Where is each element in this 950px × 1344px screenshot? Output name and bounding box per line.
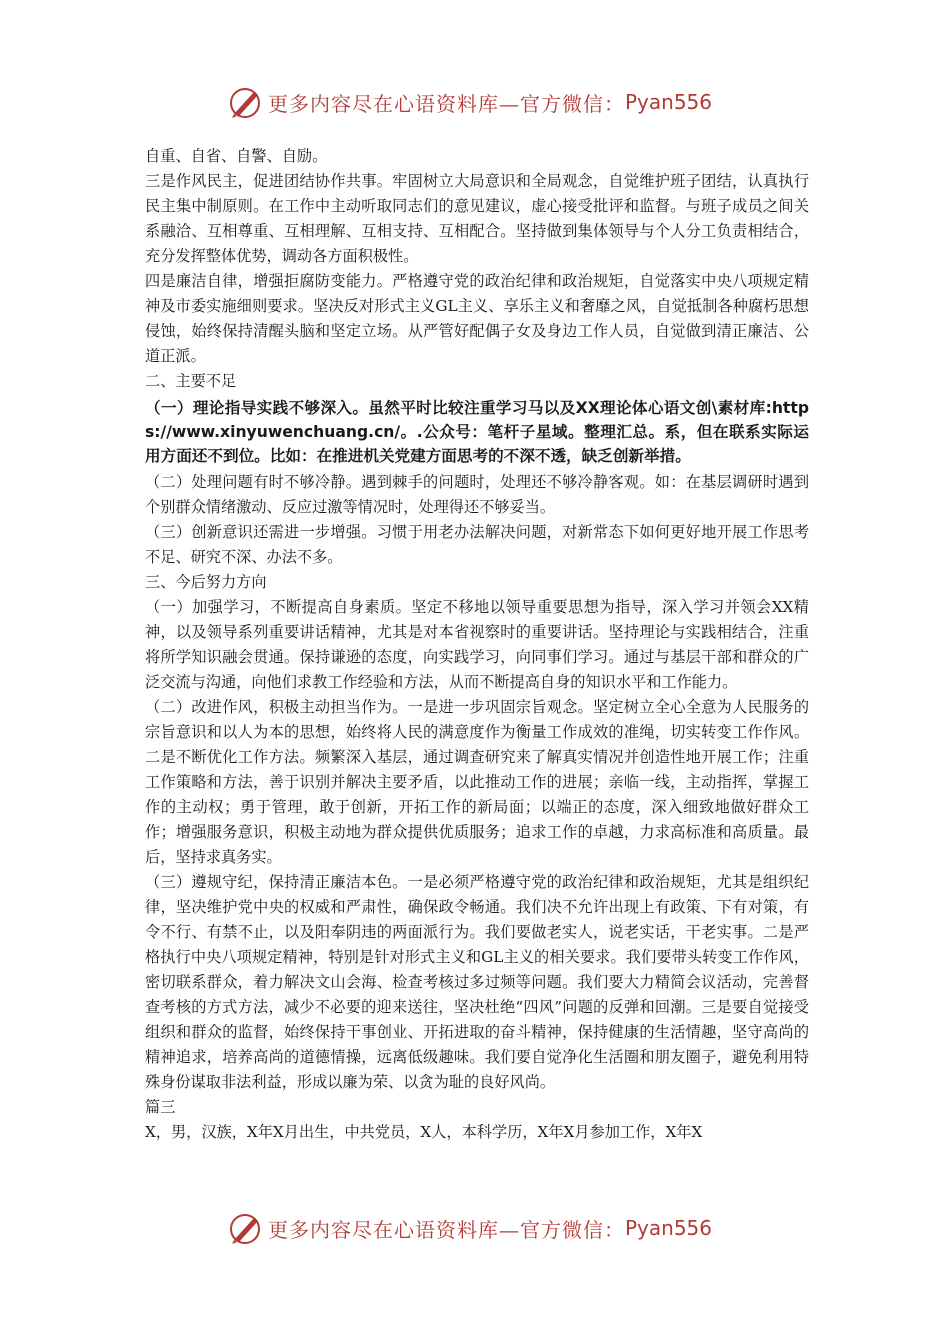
paragraph: 三是作风民主，促进团结协作共事。牢固树立大局意识和全局观念，自觉维护班子团结，认真执行民主集中制原则。在工作中主动听取同志们的意见建议，虚心接受批评和监督。与班子成员之间关系融洽、互相尊重、互相理解、互相支持、互相配合。坚持做到集体领导与个人分工负责相结合，充分发挥整体优势，调动各方面积极性。 bbox=[145, 172, 809, 265]
paragraph: （三）创新意识还需进一步增强。习惯于用老办法解决问题，对新常态下如何更好地开展工作思考不足、研究不深、办法不多。 bbox=[145, 523, 809, 566]
paragraph: 自重、自省、自警、自励。 bbox=[145, 147, 328, 165]
paragraph: X，男，汉族，X年X月出生，中共党员，X人，本科学历，X年X月参加工作，X年X bbox=[145, 1123, 703, 1141]
paragraph: 四是廉洁自律，增强拒腐防变能力。严格遵守党的政治纪律和政治规矩，自觉落实中央八项规定精神及市委实施细则要求。坚决反对形式主义GL主义、享乐主义和奢靡之风，自觉抵制各种腐朽思想侵蚀，始终保持清醒头脑和坚定立场。从严管好配偶子女及身边工作人员，自觉做到清正廉洁、公道正派。 bbox=[145, 272, 809, 365]
paragraph: （二）处理问题有时不够冷静。遇到棘手的问题时，处理还不够冷静客观。如：在基层调研时遇到个别群众情绪激动、反应过激等情况时，处理得还不够妥当。 bbox=[145, 473, 809, 516]
watermark-header bbox=[228, 82, 712, 122]
watermark-text: 更多内容尽在心语资料库—官方微信： bbox=[268, 1217, 625, 1242]
paragraph: （二）改进作风，积极主动担当作为。一是进一步巩固宗旨观念。坚定树立全心全意为人民服务的宗旨意识和以人为本的思想，始终将人民的满意度作为衡量工作成效的准绳，切实转变工作作风。二是不断优化工作方法。频繁深入基层，通过调查研究来了解真实情况并创造性地开展工作；注重工作策略和方法，善于识别并解决主要矛盾，以此推动工作的进展；亲临一线，主动指挥，掌握工作的主动权；勇于管理，敢于创新，开拓工作的新局面；以端正的态度，深入细致地做好群众工作；增强服务意识，积极主动地为群众提供优质服务；追求工作的卓越，力求高标准和高质量。最后，坚持求真务实。 bbox=[145, 698, 809, 866]
watermark-footer bbox=[228, 1208, 712, 1248]
paragraph: （三）遵规守纪，保持清正廉洁本色。一是必须严格遵守党的政治纪律和政治规矩，尤其是组织纪律，坚决维护党中央的权威和严肃性，确保政令畅通。我们决不允许出现上有政策、下有对策，有令不行、有禁不止，以及阳奉阴违的两面派行为。我们要做老实人，说老实话，干老实事。二是严格执行中央八项规定精神，特别是针对形式主义和GL主义的相关要求。我们要带头转变工作作风，密切联系群众，着力解决文山会海、检查考核过多过频等问题。我们要大力精简会议活动，完善督查考核的方式方法，减少不必要的迎来送往，坚决杜绝“四风”问题的反弹和回潮。三是要自觉接受组织和群众的监督，始终保持干事创业、开拓进取的奋斗精神，保持健康的生活情趣，坚守高尚的精神追求，培养高尚的道德情操，远离低级趣味。我们要自觉净化生活圈和朋友圈子，避免利用特殊身份谋取非法利益，形成以廉为荣、以贪为耻的良好风尚。 bbox=[145, 873, 809, 1091]
watermark-wechat-id: Pyan556 bbox=[625, 1216, 713, 1240]
watermark-text: 更多内容尽在心语资料库—官方微信： bbox=[268, 91, 625, 116]
paragraph: 三、今后努力方向 bbox=[145, 573, 267, 591]
watermark-wechat-id: Pyan556 bbox=[625, 90, 713, 114]
paragraph: （一）加强学习，不断提高自身素质。坚定不移地以领导重要思想为指导，深入学习并领会XX精神，以及领导系列重要讲话精神，尤其是对本省视察时的重要讲话。坚持理论与实践相结合，注重将所学知识融会贯通。保持谦逊的态度，向实践学习，向同事们学习。通过与基层干部和群众的广泛交流与沟通，向他们求教工作经验和方法，从而不断提高自身的知识水平和工作能力。 bbox=[145, 598, 809, 691]
paragraph: 二、主要不足 bbox=[145, 372, 237, 390]
paragraph: （一）理论指导实践不够深入。虽然平时比较注重学习马以及XX理论体心语文创\素材库:https://www.xinyuwenchuang.cn/。.公众号：笔杆子星域。整理汇总。系，但在联系实际运用方面还不到位。比如：在推进机关党建方面思考的不深不透，缺乏创新举措。 bbox=[145, 399, 809, 465]
pen-logo-icon bbox=[228, 84, 264, 120]
document-body bbox=[145, 144, 809, 1145]
paragraph: 篇三 bbox=[145, 1098, 176, 1116]
pen-logo-icon bbox=[228, 1210, 264, 1246]
